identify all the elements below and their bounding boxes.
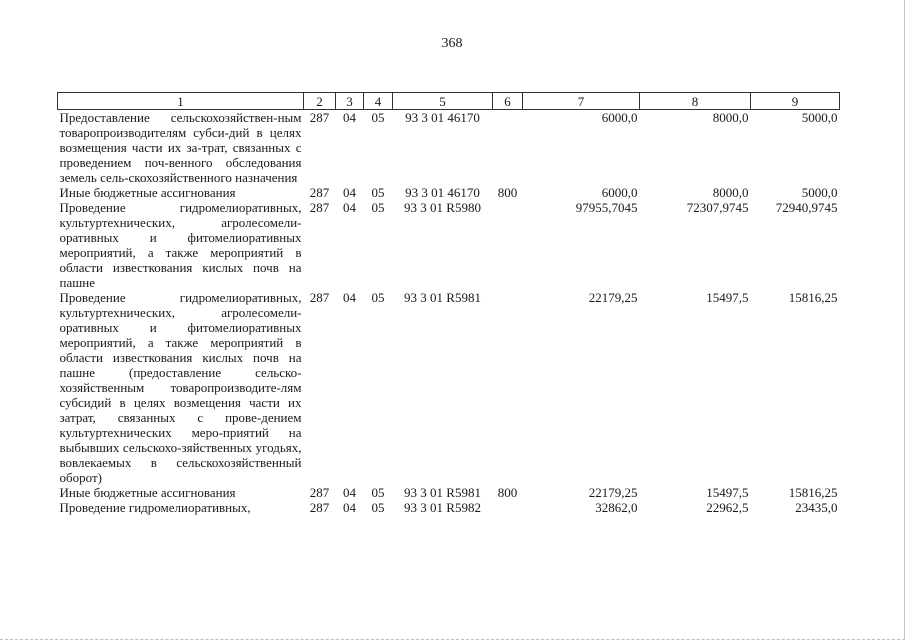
table-row bbox=[58, 185, 840, 200]
row-year3-amount: 5000,0 bbox=[801, 185, 838, 200]
row-section: 04 bbox=[343, 500, 356, 515]
row-ministry-code: 287 bbox=[309, 110, 330, 125]
column-header: 4 bbox=[364, 93, 393, 110]
column-header: 9 bbox=[751, 93, 840, 110]
row-year2-amount: 15497,5 bbox=[706, 485, 749, 500]
row-description: Иные бюджетные ассигнования bbox=[59, 185, 236, 200]
row-section: 04 bbox=[343, 485, 356, 500]
row-expense-type bbox=[493, 110, 523, 186]
row-target-article: 93 3 01 R5980 bbox=[404, 200, 481, 215]
row-expense-type: 800 bbox=[497, 185, 518, 200]
row-expense-type bbox=[493, 500, 523, 515]
row-year2-amount: 8000,0 bbox=[712, 110, 749, 125]
row-target-article: 93 3 01 R5982 bbox=[404, 500, 481, 515]
row-year3-amount: 15816,25 bbox=[788, 485, 838, 500]
row-year1-amount: 6000,0 bbox=[601, 185, 638, 200]
row-year1-amount: 22179,25 bbox=[588, 485, 638, 500]
row-subsection: 05 bbox=[371, 290, 385, 305]
row-ministry-code: 287 bbox=[309, 290, 330, 305]
row-section: 04 bbox=[343, 185, 356, 200]
row-target-article: 93 3 01 46170 bbox=[405, 185, 480, 200]
column-header: 5 bbox=[393, 93, 493, 110]
table-header-row bbox=[58, 93, 840, 110]
row-ministry-code: 287 bbox=[309, 185, 330, 200]
row-description: Проведение гидромелиоративных, bbox=[59, 500, 251, 515]
table-row bbox=[58, 110, 840, 186]
row-year3-amount: 5000,0 bbox=[801, 110, 838, 125]
row-ministry-code: 287 bbox=[309, 200, 330, 215]
column-header: 8 bbox=[640, 93, 751, 110]
row-subsection: 05 bbox=[371, 185, 385, 200]
row-year3-amount: 15816,25 bbox=[788, 290, 838, 305]
row-year2-amount: 22962,5 bbox=[706, 500, 749, 515]
row-expense-type bbox=[493, 200, 523, 290]
row-description: Проведение гидромелиоративных, культуртехнических, агролесомели-оративных и фитомелиоративных мероприятий, а также мероприятий в области известкования кислых почв на пашне bbox=[59, 200, 302, 290]
row-year2-amount: 72307,9745 bbox=[686, 200, 749, 215]
row-expense-type bbox=[493, 290, 523, 485]
row-ministry-code: 287 bbox=[309, 500, 330, 515]
row-subsection: 05 bbox=[371, 200, 385, 215]
row-section: 04 bbox=[343, 110, 356, 125]
row-target-article: 93 3 01 R5981 bbox=[404, 290, 481, 305]
column-header: 1 bbox=[58, 93, 304, 110]
table-row bbox=[58, 290, 840, 485]
table-row bbox=[58, 200, 840, 290]
row-target-article: 93 3 01 R5981 bbox=[404, 485, 481, 500]
row-subsection: 05 bbox=[371, 500, 385, 515]
row-description: Предоставление сельскохозяйствен-ным товаропроизводителям субси-дий в целях возмещения части их за-трат, связанных с проведением поч-венного обследования земель сель-скохозяйственного назначения bbox=[59, 110, 302, 185]
page-number: 368 bbox=[441, 36, 463, 51]
row-expense-type: 800 bbox=[497, 485, 518, 500]
row-year3-amount: 72940,9745 bbox=[775, 200, 838, 215]
row-subsection: 05 bbox=[371, 110, 385, 125]
row-section: 04 bbox=[343, 290, 356, 305]
budget-table bbox=[57, 92, 840, 515]
row-year1-amount: 6000,0 bbox=[601, 110, 638, 125]
column-header: 6 bbox=[493, 93, 523, 110]
table-row bbox=[58, 500, 840, 515]
row-year3-amount: 23435,0 bbox=[795, 500, 838, 515]
row-ministry-code: 287 bbox=[309, 485, 330, 500]
row-year1-amount: 97955,7045 bbox=[575, 200, 638, 215]
row-year1-amount: 22179,25 bbox=[588, 290, 638, 305]
column-header: 3 bbox=[336, 93, 364, 110]
table-row bbox=[58, 485, 840, 500]
row-section: 04 bbox=[343, 200, 356, 215]
row-year2-amount: 8000,0 bbox=[712, 185, 749, 200]
column-header: 2 bbox=[304, 93, 336, 110]
row-description: Проведение гидромелиоративных, культуртехнических, агролесомели-оративных и фитомелиоративных мероприятий, а также мероприятий в области известкования кислых почв на пашне (предоставление сельско-хозяйственным товаропроизводите-лям субсидий в целях возмещения части их затрат, связанных с прове-дением культуртехнических меро-приятий на выбывших сельскохо-зяйственных угодьях, вовлекаемых в сельскохозяйственный оборот) bbox=[59, 290, 302, 485]
row-subsection: 05 bbox=[371, 485, 385, 500]
column-header: 7 bbox=[523, 93, 640, 110]
row-year1-amount: 32862,0 bbox=[595, 500, 638, 515]
row-description: Иные бюджетные ассигнования bbox=[59, 485, 236, 500]
row-target-article: 93 3 01 46170 bbox=[405, 110, 480, 125]
row-year2-amount: 15497,5 bbox=[706, 290, 749, 305]
